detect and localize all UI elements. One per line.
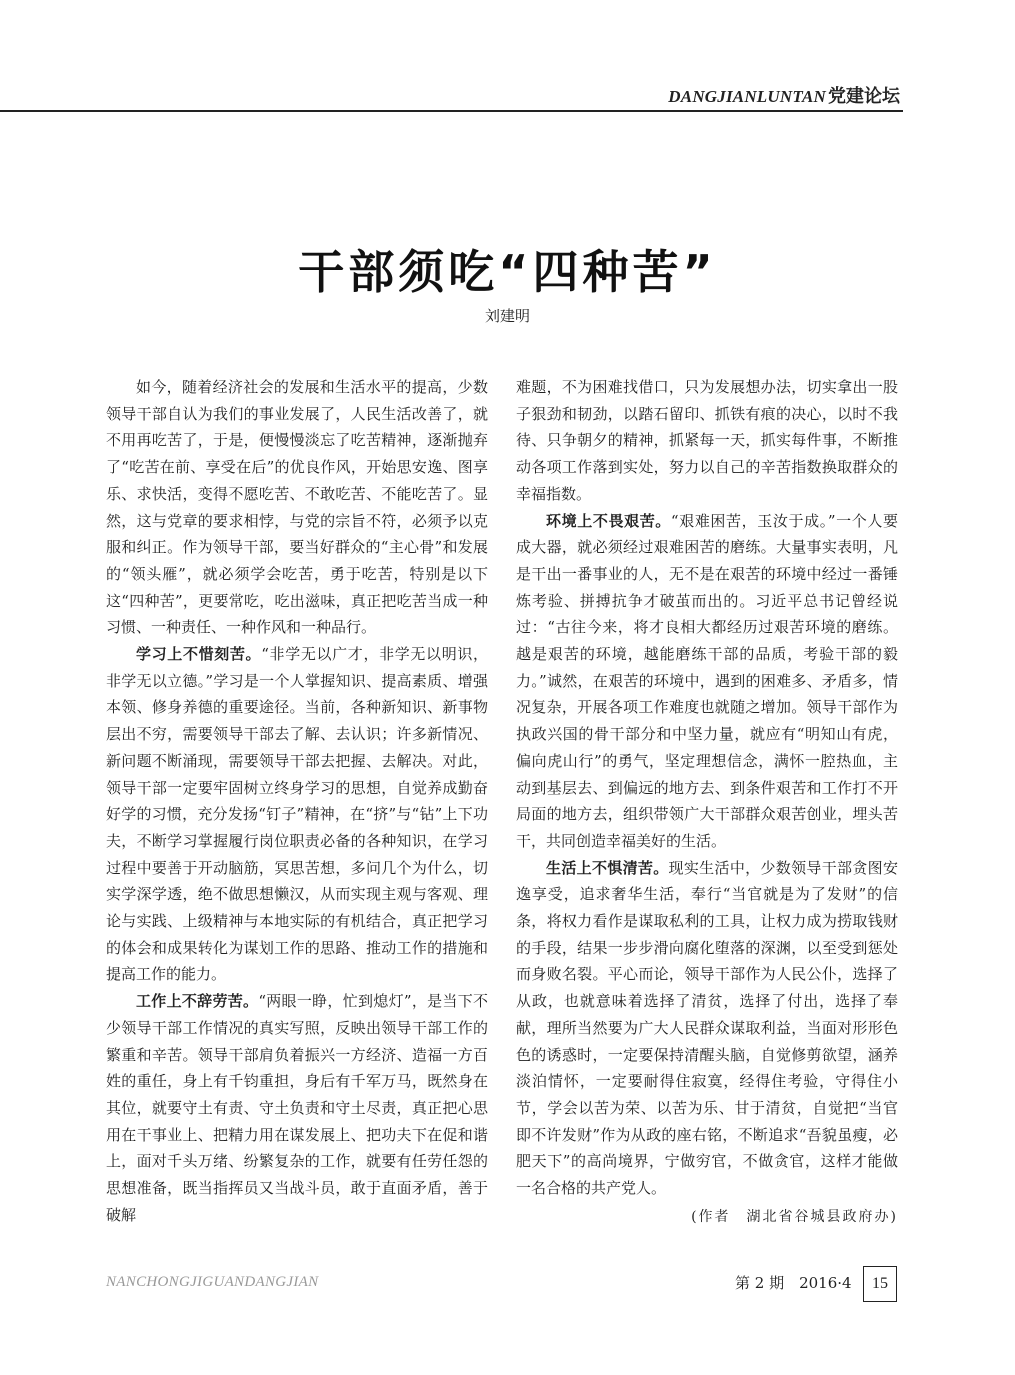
section-2-heading: 工作上不辞劳苦。 <box>136 992 259 1011</box>
section-2-paragraph <box>106 988 488 1228</box>
section-1-paragraph <box>106 641 488 988</box>
footer-journal-name: NANCHONGJIGUANDANGJIAN <box>106 1274 319 1290</box>
right-column <box>516 374 898 1231</box>
intro-paragraph: 如今，随着经济社会的发展和生活水平的提高，少数领导干部自认为我们的事业发展了，人民生活改善了，就不用再吃苦了，于是，便慢慢淡忘了吃苦精神，逐渐抛弃了“吃苦在前、享受在后”的优良作风，开始思安逸、图享乐、求快活，变得不愿吃苦、不敢吃苦、不能吃苦了。显然，这与党章的要求相悖，与党的宗旨不符，必须予以克服和纠正。作为领导干部，要当好群众的“主心骨”和发展的“领头雁”，就必须学会吃苦，勇于吃苦，特别是以下这“四种苦”，更要常吃，吃出滋味，真正把吃苦当成一种习惯、一种责任、一种作风和一种品行。 <box>106 378 488 637</box>
section-2-continuation: 难题，不为困难找借口，只为发展想办法，切实拿出一股子狠劲和韧劲，以踏石留印、抓铁有痕的决心，以时不我待、只争朝夕的精神，抓紧每一天，抓实每件事，不断推动各项工作落到实处，努力以自己的辛苦指数换取群众的幸福指数。 <box>516 378 898 503</box>
footer-issue: 第 2 期 2016·4 <box>735 1274 852 1292</box>
article-title: 干部须吃“四种苦” <box>298 245 717 299</box>
article-author: 刘建明 <box>484 307 530 325</box>
section-2-body-a: “两眼一睁，忙到熄灯”，是当下不少领导干部工作情况的真实写照，反映出领导干部工作的繁重和辛苦。领导干部肩负着振兴一方经济、造福一方百姓的重任，身上有千钧重担，身后有千军万马，既然身在其位，就要守土有责、守土负责和守土尽责，真正把心思用在干事业上、把精力用在谋发展上、把功夫下在促和谐上，面对千头万绪、纷繁复杂的工作，就要有任劳任怨的思想准备，既当指挥员又当战斗员，敢于直面矛盾，善于破解 <box>106 992 488 1224</box>
section-4-paragraph <box>516 855 898 1202</box>
section-3-heading: 环境上不畏艰苦。 <box>546 511 671 530</box>
section-1-body: “非学无以广才，非学无以明识，非学无以立德。”学习是一个人掌握知识、提高素质、增强本领、修身养德的重要途径。当前，各种新知识、新事物层出不穷，需要领导干部去了解、去认识；许多新情况、新问题不断涌现，需要领导干部去把握、去解决。对此，领导干部一定要牢固树立终身学习的思想，自觉养成勤奋好学的习惯，充分发扬“钉子”精神，在“挤”与“钻”上下功夫，不断学习掌握履行岗位职责必备的各种知识，在学习过程中要善于开动脑筋，冥思苦想，多问几个为什么，切实学深学透，绝不做思想懒汉，从而实现主观与客观、理论与实践、上级精神与本地实际的有机结合，真正把学习的体会和成果转化为谋划工作的思路、推动工作的措施和提高工作的能力。 <box>106 645 488 984</box>
section-3-paragraph <box>516 508 898 855</box>
section-4-body: 现实生活中，少数领导干部贪图安逸享受，追求奢华生活，奉行“当官就是为了发财”的信条，将权力看作是谋取私利的工具，让权力成为捞取钱财的手段，结果一步步滑向腐化堕落的深渊，以至受到惩处而身败名裂。平心而论，领导干部作为人民公仆，选择了从政，也就意味着选择了清贫，选择了付出，选择了奉献，理所当然要为广大人民群众谋取利益，当面对形形色色的诱惑时，一定要保持清醒头脑，自觉修剪欲望，涵养淡泊情怀，一定要耐得住寂寞，经得住考验，守得住小节，学会以苦为荣、以苦为乐、甘于清贫，自觉把“当官即不许发财”作为从政的座右铭，不断追求“吾貌虽瘦，必肥天下”的高尚境界，宁做穷官，不做贪官，这样才能做一名合格的共产党人。 <box>516 858 898 1198</box>
running-header <box>0 82 900 112</box>
section-1-heading: 学习上不惜刻苦。 <box>136 645 262 664</box>
header-latin: DANGJIANLUNTAN <box>668 87 826 106</box>
page-number: 15 <box>863 1266 897 1302</box>
author-affiliation: (作者 湖北省谷城县政府办) <box>691 1208 898 1225</box>
header-section-name: 党建论坛 <box>828 86 900 107</box>
section-3-body: “艰难困苦，玉汝于成。”一个人要成大器，就必须经过艰难困苦的磨练。大量事实表明，凡是干出一番事业的人，无不是在艰苦的环境中经过一番锤炼考验、拼搏抗争才破茧而出的。习近平总书记曾经说过：“古往今来，将才良相大都经历过艰苦环境的磨练。越是艰苦的环境，越能磨练干部的品质，考验干部的毅力。”诚然，在艰苦的环境中，遇到的困难多、矛盾多，情况复杂，开展各项工作难度也就随之增加。领导干部作为执政兴国的骨干部分和中坚力量，就应有“明知山有虎，偏向虎山行”的勇气，坚定理想信念，满怀一腔热血，主动到基层去、到偏远的地方去、到条件艰苦和工作打不开局面的地方去，组织带领广大干部群众艰苦创业，埋头苦干，共同创造幸福美好的生活。 <box>516 511 898 850</box>
section-4-heading: 生活上不惧清苦。 <box>546 858 669 877</box>
header-rule <box>0 110 903 112</box>
left-column <box>106 374 488 1229</box>
